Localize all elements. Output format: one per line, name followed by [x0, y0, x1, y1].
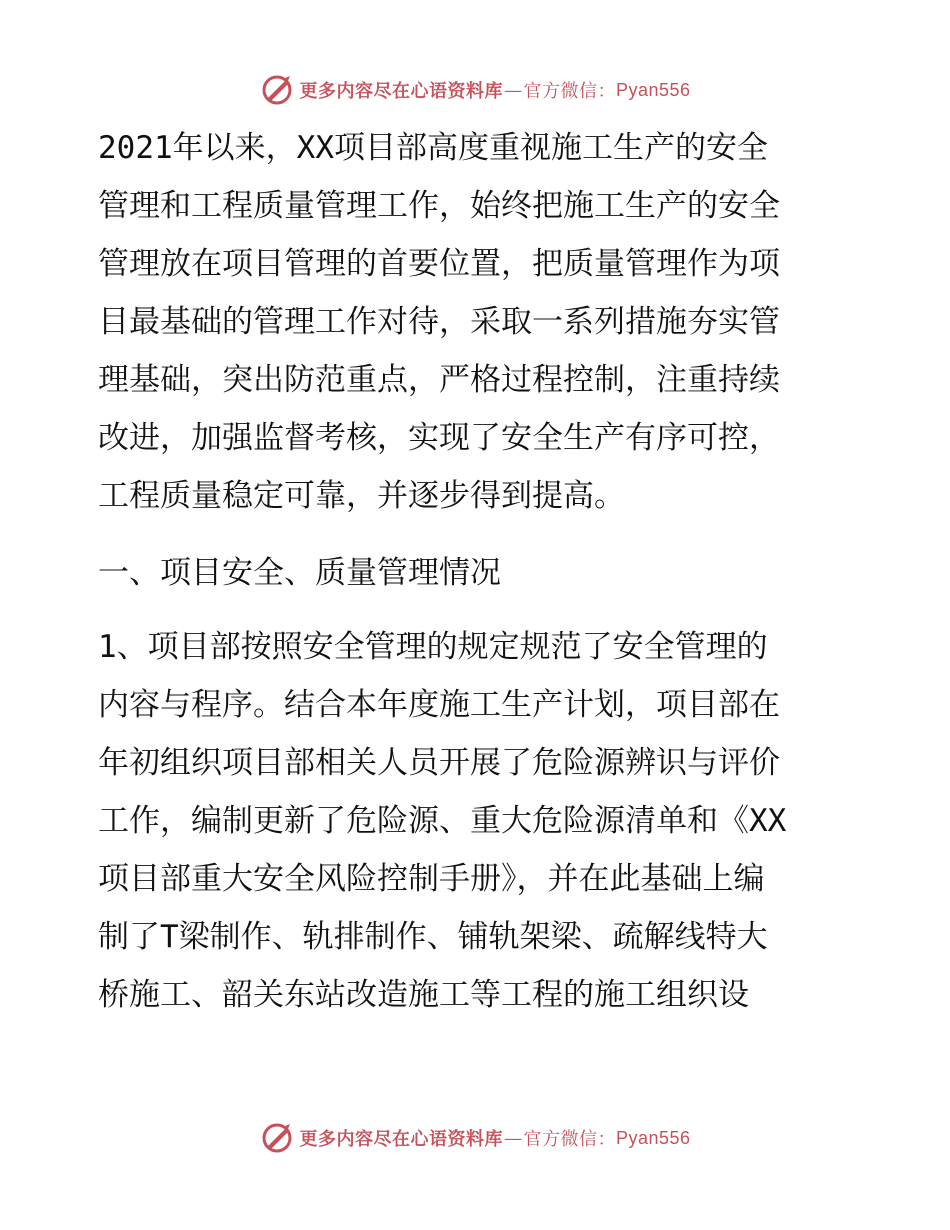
paragraph-line: 理基础，突出防范重点，严格过程控制，注重持续 — [98, 362, 780, 398]
watermark-label: 官方微信： — [523, 81, 616, 102]
header-watermark — [0, 70, 950, 110]
section-heading: 一、项目安全、质量管理情况 — [98, 555, 501, 591]
paragraph-line: 管理和工程质量管理工作，始终把施工生产的安全 — [98, 188, 780, 224]
watermark-main-text: 更多内容尽在心语资料库 — [299, 1129, 503, 1150]
paragraph-line: 改进，加强监督考核，实现了安全生产有序可控， — [98, 420, 780, 456]
paragraph-line: 工作，编制更新了危险源、重大危险源清单和《XX — [98, 803, 787, 839]
watermark-separator: — — [503, 1127, 523, 1149]
paragraph-line: 管理放在项目管理的首要位置，把质量管理作为项 — [98, 246, 780, 282]
quill-seal-logo-icon — [259, 1120, 295, 1156]
watermark-label: 官方微信： — [523, 1129, 616, 1150]
watermark-main-text: 更多内容尽在心语资料库 — [299, 81, 503, 102]
paragraph-line: 桥施工、韶关东站改造施工等工程的施工组织设 — [98, 977, 749, 1013]
paragraph-line: 目最基础的管理工作对待，采取一系列措施夯实管 — [98, 304, 780, 340]
paragraph-line: 1、项目部按照安全管理的规定规范了安全管理的 — [98, 629, 768, 665]
paragraph-line: 内容与程序。结合本年度施工生产计划，项目部在 — [98, 687, 780, 723]
watermark-wechat-id: Pyan556 — [615, 79, 691, 100]
paragraph-line: 工程质量稳定可靠，并逐步得到提高。 — [98, 478, 625, 514]
quill-seal-logo-icon — [259, 72, 295, 108]
footer-watermark — [0, 1118, 950, 1158]
paragraph-line: 年初组织项目部相关人员开展了危险源辨识与评价 — [98, 745, 780, 781]
watermark-wechat-id: Pyan556 — [615, 1127, 691, 1148]
watermark-separator: — — [503, 79, 523, 101]
paragraph-line: 2021年以来，XX项目部高度重视施工生产的安全 — [98, 130, 768, 166]
paragraph-line: 制了T梁制作、轨排制作、铺轨架梁、疏解线特大 — [98, 919, 768, 955]
paragraph-line: 项目部重大安全风险控制手册》，并在此基础上编 — [98, 861, 765, 897]
